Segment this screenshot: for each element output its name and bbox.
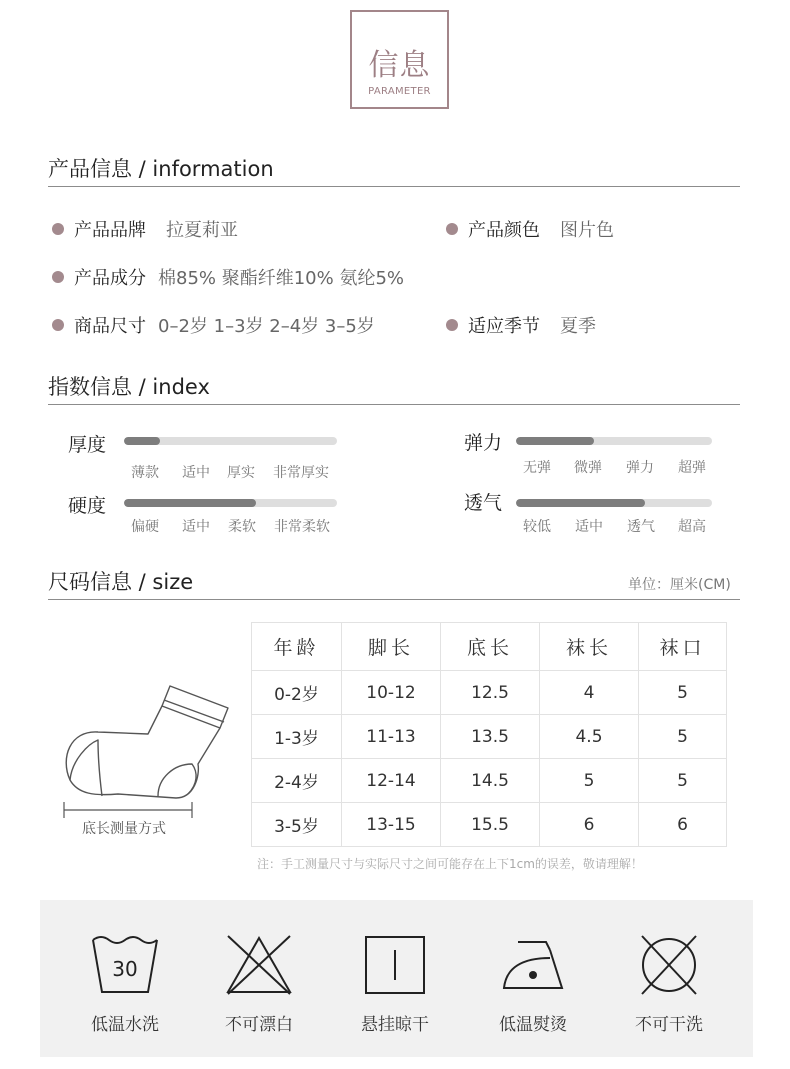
table-cell: 5	[639, 671, 727, 715]
info-brand	[52, 216, 238, 242]
tick-label: 厚实	[227, 465, 255, 481]
info-color	[446, 216, 614, 242]
breathability-bar-fill	[516, 499, 645, 507]
breathability-bar	[516, 499, 712, 507]
table-cell: 4	[540, 671, 639, 715]
table-cell: 5	[540, 759, 639, 803]
info-value: 图片色	[560, 220, 614, 241]
info-value: 棉85% 聚酯纤维10% 氨纶5%	[158, 268, 405, 289]
table-cell: 13.5	[441, 715, 540, 759]
size-info-title: 尺码信息 / size	[48, 570, 194, 594]
thickness-label: 厚度	[68, 434, 107, 456]
tick-label: 适中	[182, 519, 210, 535]
table-cell: 6	[639, 803, 727, 847]
care-label: 悬挂晾干	[361, 1015, 429, 1035]
info-season	[446, 312, 596, 338]
hardness-bar	[124, 499, 337, 507]
info-label: 产品品牌	[74, 220, 146, 241]
elasticity-bar	[516, 437, 712, 445]
thickness-bar	[124, 437, 337, 445]
header-cell: 袜口	[639, 623, 727, 671]
elasticity-ticks	[523, 457, 706, 477]
tick-label: 柔软	[228, 519, 256, 535]
care-item-iron	[468, 900, 598, 1035]
bullet-dot	[52, 223, 64, 235]
header-cell: 年龄	[252, 623, 342, 671]
care-item-wash	[60, 900, 190, 1035]
elasticity-label: 弹力	[464, 432, 503, 454]
info-value: 0–2岁 1–3岁 2–4岁 3–5岁	[158, 316, 375, 337]
hardness-label: 硬度	[68, 495, 107, 517]
info-size	[52, 312, 375, 338]
measurement-note: 注：手工测量尺寸与实际尺寸之间可能存在上下1cm的误差，敬请理解！	[257, 857, 643, 871]
hardness-ticks	[131, 516, 330, 536]
wash-30-icon	[90, 934, 160, 996]
table-cell: 12.5	[441, 671, 540, 715]
info-label: 产品成分	[74, 268, 146, 289]
unit-label: 单位：厘米(CM)	[628, 577, 731, 593]
wash-temp: 30	[112, 957, 138, 981]
index-info-divider	[48, 404, 740, 405]
table-cell: 4.5	[540, 715, 639, 759]
parameter-badge	[350, 10, 449, 109]
product-info-title: 产品信息 / information	[48, 157, 274, 181]
sock-diagram	[58, 680, 238, 840]
care-panel	[40, 900, 753, 1057]
tick-label: 适中	[575, 519, 603, 535]
sock-outline-icon	[58, 680, 238, 840]
product-info-divider	[48, 186, 740, 187]
care-label: 不可漂白	[225, 1015, 293, 1035]
line-dry-icon	[360, 934, 430, 996]
table-header-row	[252, 623, 727, 671]
tick-label: 弹力	[626, 460, 654, 476]
table-row	[252, 715, 727, 759]
table-cell: 11-13	[342, 715, 441, 759]
table-row	[252, 671, 727, 715]
measure-caption: 底长测量方式	[82, 821, 166, 837]
tick-label: 超高	[678, 519, 706, 535]
table-cell: 5	[639, 715, 727, 759]
tick-label: 超弹	[678, 460, 706, 476]
tick-label: 非常柔软	[274, 519, 330, 535]
table-cell: 3-5岁	[252, 803, 342, 847]
thickness-ticks	[131, 462, 329, 482]
low-iron-icon	[498, 934, 568, 996]
breathability-label: 透气	[464, 492, 503, 514]
header-cell: 袜长	[540, 623, 639, 671]
care-item-bleach	[194, 900, 324, 1035]
table-cell: 1-3岁	[252, 715, 342, 759]
tick-label: 偏硬	[131, 519, 159, 535]
info-label: 适应季节	[468, 316, 540, 337]
table-row	[252, 803, 727, 847]
header-cell: 脚长	[342, 623, 441, 671]
info-label: 商品尺寸	[74, 316, 146, 337]
tick-label: 较低	[523, 519, 551, 535]
tick-label: 微弹	[574, 460, 602, 476]
info-label: 产品颜色	[468, 220, 540, 241]
badge-title: 信息	[368, 48, 431, 83]
breathability-ticks	[523, 516, 706, 536]
info-value: 夏季	[560, 316, 596, 337]
thickness-bar-fill	[124, 437, 160, 445]
table-row	[252, 759, 727, 803]
care-label: 低温水洗	[91, 1015, 159, 1035]
bullet-dot	[446, 319, 458, 331]
care-item-dryclean	[604, 900, 734, 1035]
care-label: 低温熨烫	[499, 1015, 567, 1035]
table-cell: 6	[540, 803, 639, 847]
info-value: 拉夏莉亚	[166, 220, 238, 241]
table-cell: 5	[639, 759, 727, 803]
table-cell: 2-4岁	[252, 759, 342, 803]
index-info-title: 指数信息 / index	[48, 375, 210, 399]
bullet-dot	[52, 271, 64, 283]
size-info-divider	[48, 599, 740, 600]
care-label: 不可干洗	[635, 1015, 703, 1035]
tick-label: 透气	[627, 519, 655, 535]
info-material	[52, 264, 404, 290]
elasticity-bar-fill	[516, 437, 594, 445]
care-item-dry	[330, 900, 460, 1035]
table-cell: 14.5	[441, 759, 540, 803]
table-cell: 0-2岁	[252, 671, 342, 715]
bullet-dot	[52, 319, 64, 331]
bullet-dot	[446, 223, 458, 235]
badge-subtitle: PARAMETER	[368, 86, 431, 97]
hardness-bar-fill	[124, 499, 256, 507]
no-dry-clean-icon	[634, 934, 704, 996]
table-cell: 13-15	[342, 803, 441, 847]
tick-label: 适中	[182, 465, 210, 481]
size-table	[251, 622, 727, 847]
table-cell: 15.5	[441, 803, 540, 847]
tick-label: 无弹	[523, 460, 551, 476]
header-cell: 底长	[441, 623, 540, 671]
table-cell: 10-12	[342, 671, 441, 715]
no-bleach-icon	[224, 934, 294, 996]
tick-label: 非常厚实	[273, 465, 329, 481]
table-cell: 12-14	[342, 759, 441, 803]
tick-label: 薄款	[131, 465, 159, 481]
